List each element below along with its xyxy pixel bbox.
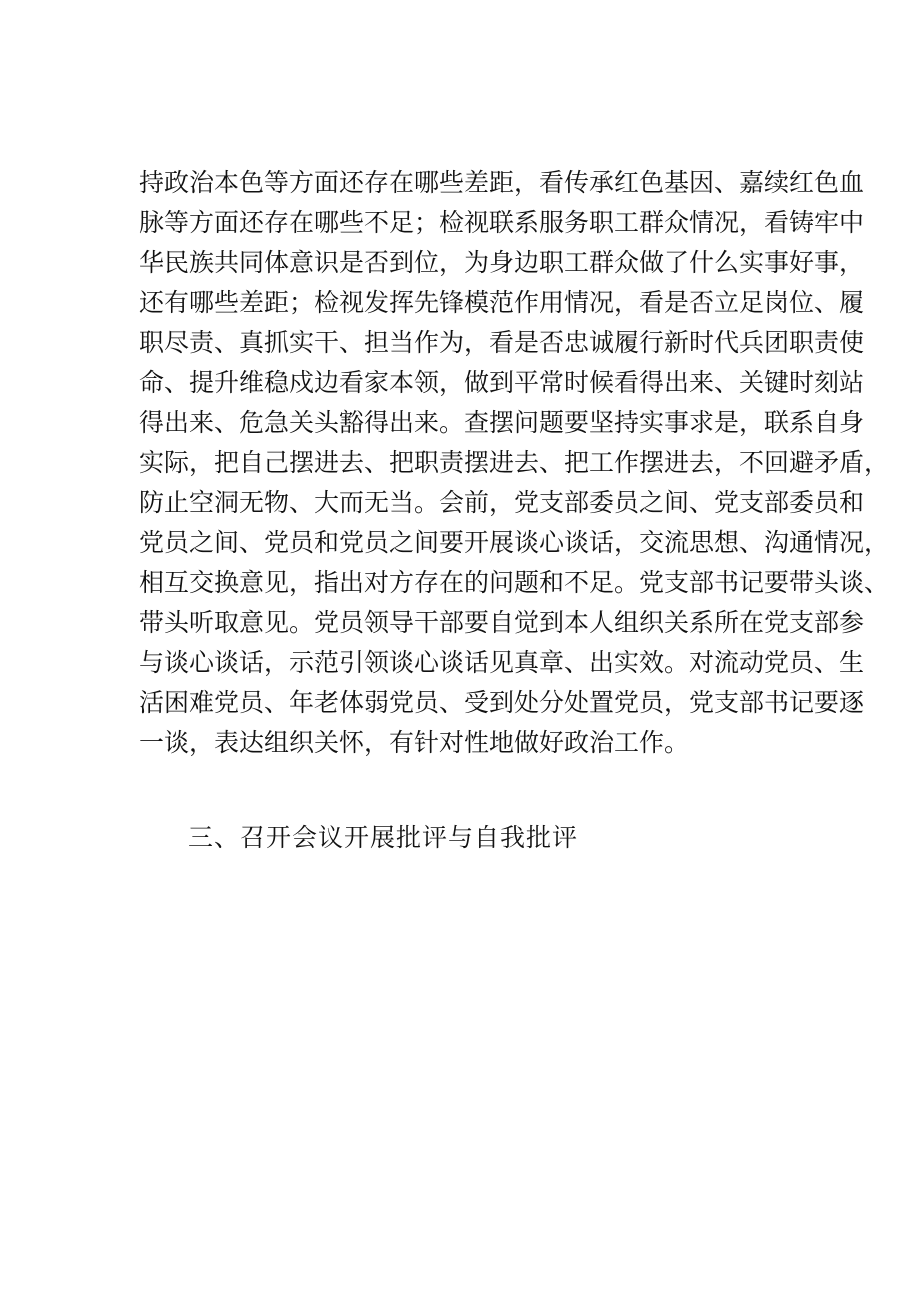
paragraph-line: 职尽责、真抓实干、担当作为，看是否忠诚履行新时代兵团职责使	[139, 328, 865, 357]
paragraph-line: 相互交换意见，指出对方存在的问题和不足。党支部书记要带头谈、	[139, 568, 890, 597]
paragraph-line: 与谈心谈话，示范引领谈心谈话见真章、出实效。对流动党员、生	[139, 648, 865, 677]
paragraph-line: 命、提升维稳戍边看家本领，做到平常时候看得出来、关键时刻站	[139, 368, 865, 397]
paragraph-line: 还有哪些差距；检视发挥先锋模范作用情况，看是否立足岗位、履	[139, 288, 865, 317]
paragraph-line: 活困难党员、年老体弱党员、受到处分处置党员，党支部书记要逐	[139, 688, 865, 717]
paragraph-line: 党员之间、党员和党员之间要开展谈心谈话，交流思想、沟通情况，	[139, 528, 890, 557]
paragraph-line: 一谈，表达组织关怀，有针对性地做好政治工作。	[139, 728, 690, 757]
paragraph-line: 实际，把自己摆进去、把职责摆进去、把工作摆进去，不回避矛盾，	[139, 448, 890, 477]
paragraph-line: 华民族共同体意识是否到位，为身边职工群众做了什么实事好事，	[139, 248, 865, 277]
section-heading: 三、召开会议开展批评与自我批评	[188, 823, 579, 852]
paragraph-line: 脉等方面还存在哪些不足；检视联系服务职工群众情况，看铸牢中	[139, 208, 865, 237]
body-paragraph	[139, 163, 890, 763]
paragraph-line: 持政治本色等方面还存在哪些差距，看传承红色基因、嘉续红色血	[139, 168, 865, 197]
paragraph-line: 得出来、危急关头豁得出来。查摆问题要坚持实事求是，联系自身	[139, 408, 865, 437]
paragraph-line: 带头听取意见。党员领导干部要自觉到本人组织关系所在党支部参	[139, 608, 865, 637]
paragraph-line: 防止空洞无物、大而无当。会前，党支部委员之间、党支部委员和	[139, 488, 865, 517]
